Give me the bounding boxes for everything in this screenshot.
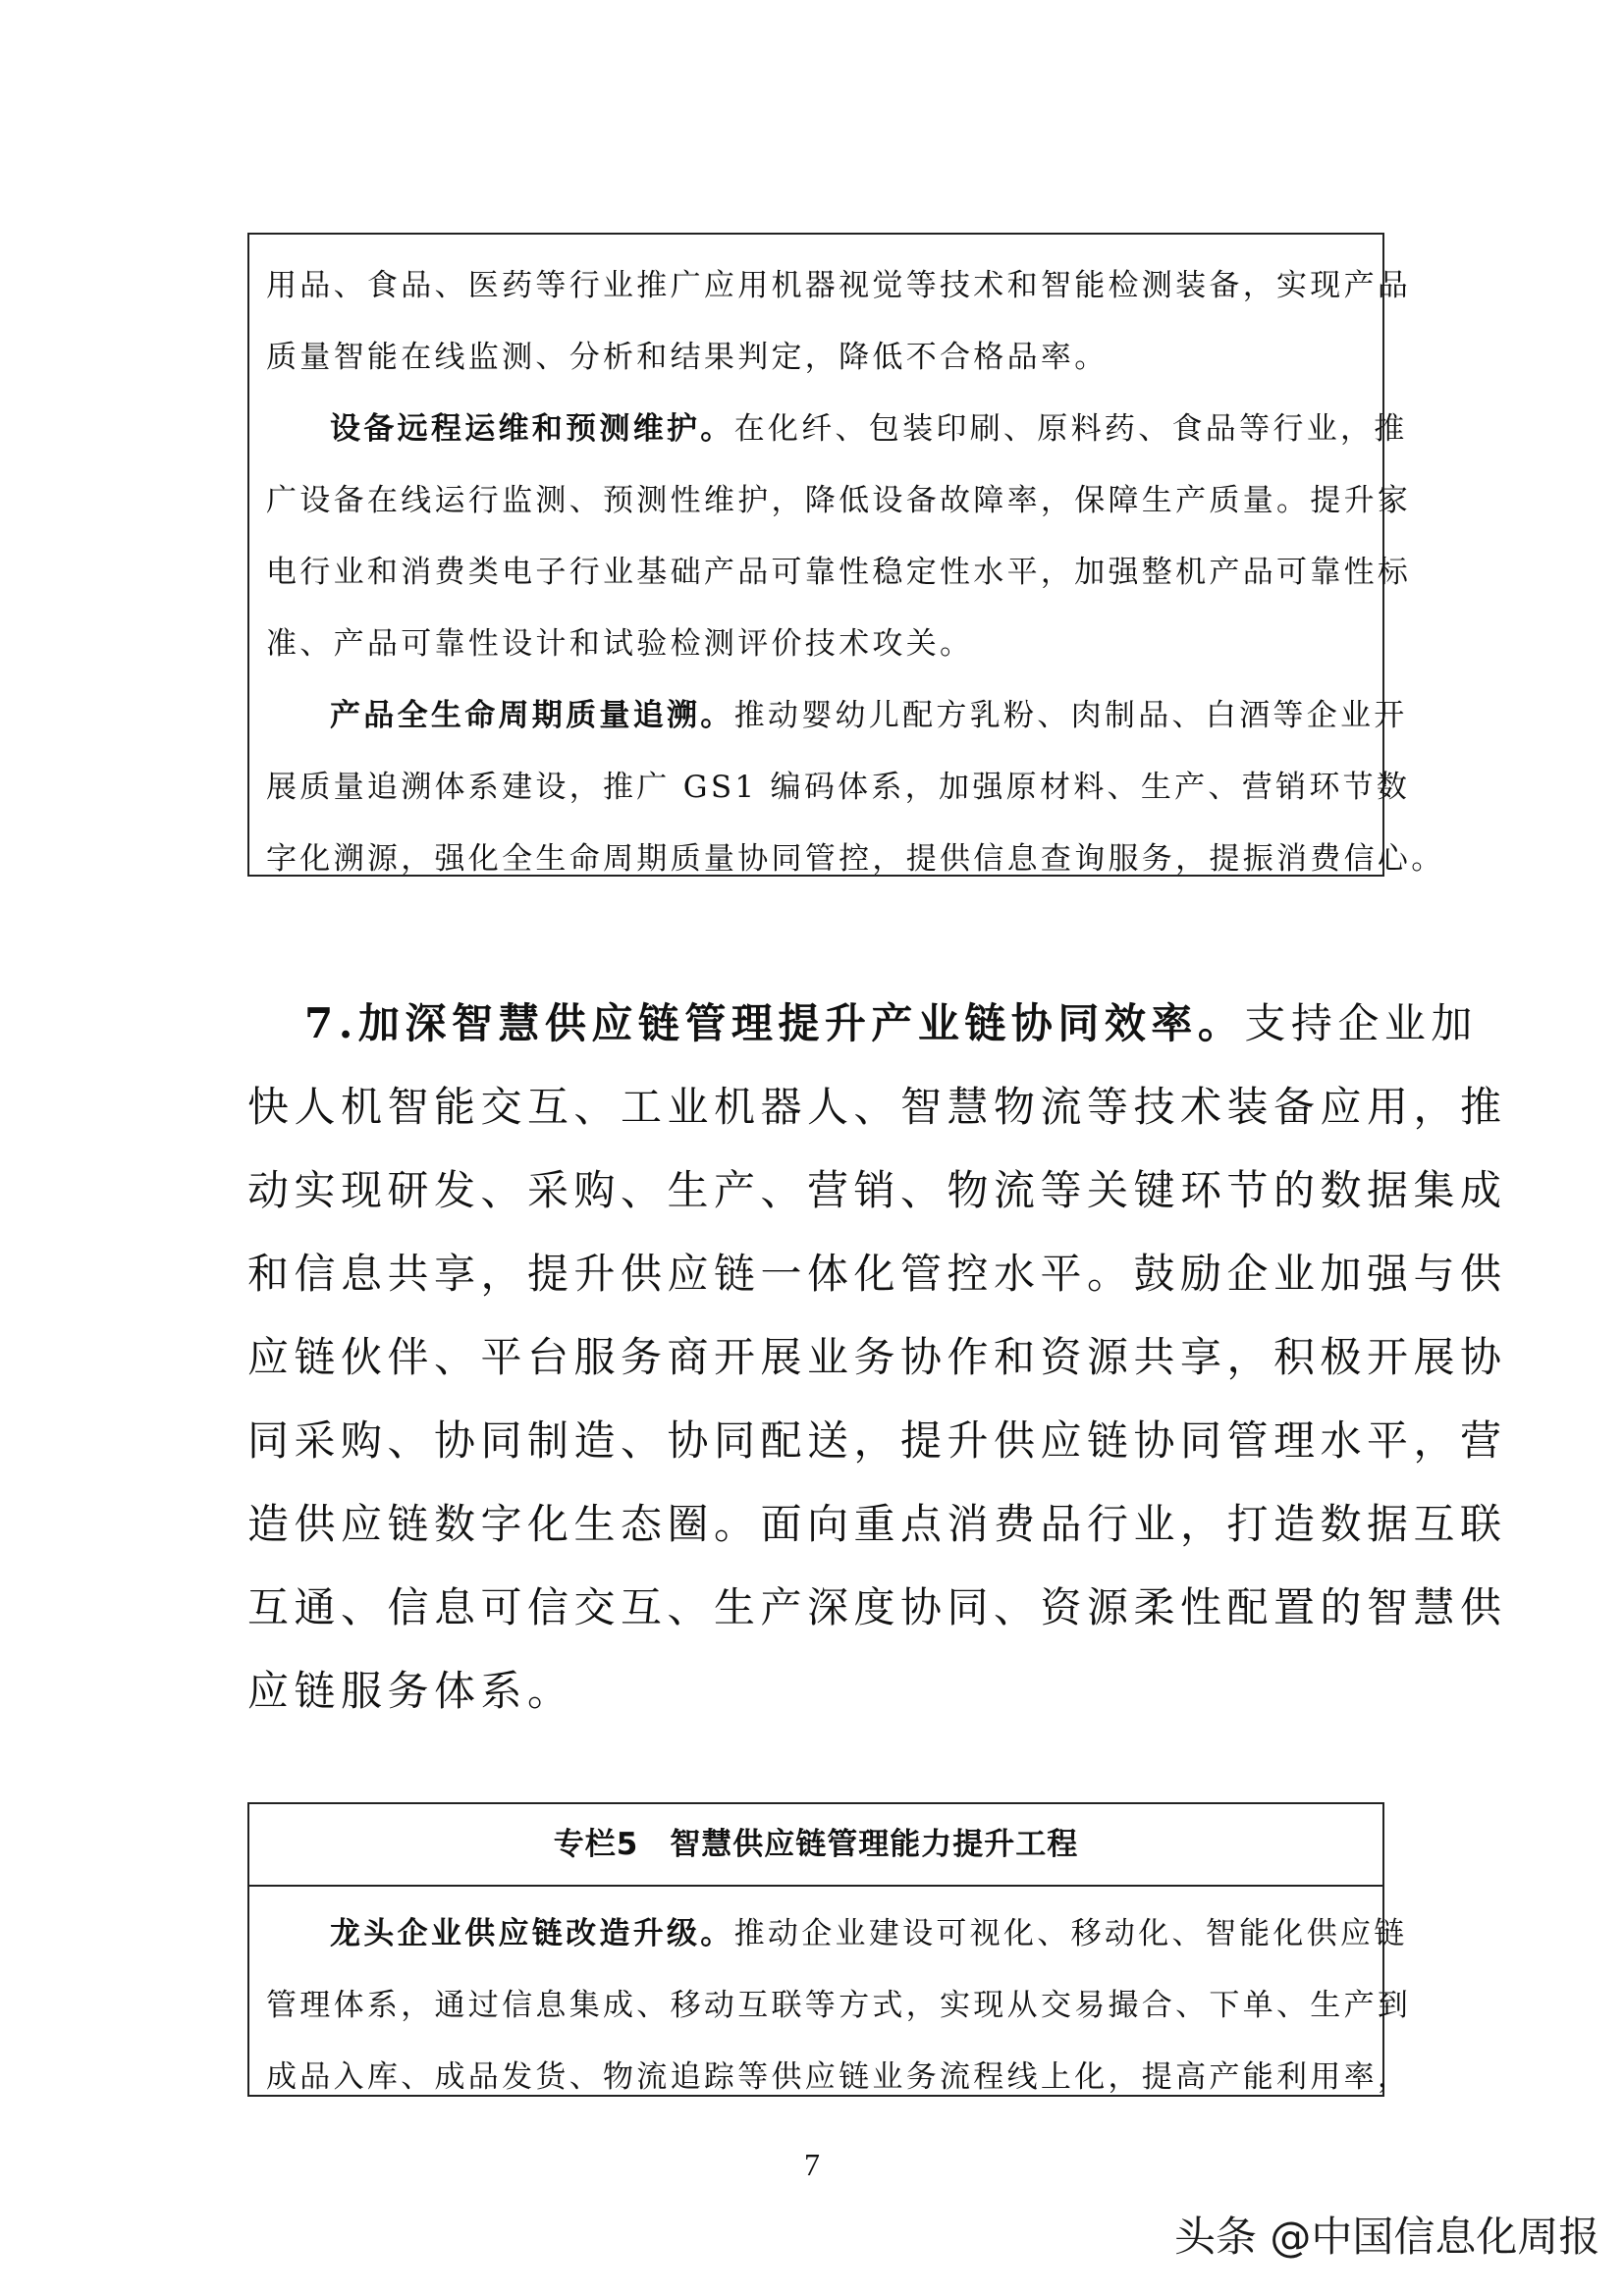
box-paragraph-line <box>266 394 1408 465</box>
section-line <box>247 982 1478 1065</box>
box-text-line: 字化溯源，强化全生命周期质量协同管控，提供信息查询服务，提振消费信心。 <box>266 841 1445 877</box>
box-text-fragment: 推动婴幼儿配方乳粉、肉制品、白酒等企业开 <box>733 698 1408 733</box>
section-heading: 7.加深智慧供应链管理提升产业链协同效率。 <box>304 999 1245 1047</box>
box-text-line: 管理体系，通过信息集成、移动互联等方式，实现从交易撮合、下单、生产到 <box>266 1988 1412 2023</box>
column-title: 专栏5 智慧供应链管理能力提升工程 <box>249 1804 1382 1887</box>
box-text-line: 用品、食品、医药等行业推广应用机器视觉等技术和智能检测装备，实现产品 <box>266 268 1412 303</box>
section-line: 造供应链数字化生态圈。面向重点消费品行业，打造数据互联 <box>247 1500 1507 1548</box>
section-text-fragment: 支持企业加 <box>1244 999 1478 1047</box>
page-number: 7 <box>804 2147 820 2182</box>
section-line: 快人机智能交互、工业机器人、智慧物流等技术装备应用，推 <box>247 1083 1507 1131</box>
box-text-line: 准、产品可靠性设计和试验检测评价技术攻关。 <box>266 626 974 662</box>
box-paragraph-line <box>266 680 1408 752</box>
section-line: 和信息共享，提升供应链一体化管控水平。鼓励企业加强与供 <box>247 1250 1507 1298</box>
section-line: 同采购、协同制造、协同配送，提升供应链协同管理水平，营 <box>247 1416 1507 1465</box>
box-paragraph-heading: 产品全生命周期质量追溯。 <box>330 698 734 733</box>
box-text-line: 质量智能在线监测、分析和结果判定，降低不合格品率。 <box>266 340 1109 375</box>
box-text-line: 广设备在线运行监测、预测性维护，降低设备故障率，保障生产质量。提升家 <box>266 483 1412 518</box>
box-paragraph-heading: 龙头企业供应链改造升级。 <box>330 1916 734 1951</box>
box-panel-column-5 <box>247 1802 1412 2097</box>
box-text-line: 展质量追溯体系建设，推广 GS1 编码体系，加强原材料、生产、营销环节数 <box>266 770 1411 805</box>
box-text-line: 电行业和消费类电子行业基础产品可靠性稳定性水平，加强整机产品可靠性标 <box>266 555 1412 590</box>
column-body <box>249 1887 1412 2113</box>
section-line: 应链伙伴、平台服务商开展业务协作和资源共享，积极开展协 <box>247 1333 1507 1381</box>
box-text-fragment: 推动企业建设可视化、移动化、智能化供应链 <box>733 1916 1408 1951</box>
box-paragraph-heading: 设备远程运维和预测维护。 <box>330 411 734 447</box>
box-panel-upper <box>247 233 1445 877</box>
section-7-body <box>247 982 1507 1733</box>
box-text-line: 成品入库、成品发货、物流追踪等供应链业务流程线上化，提高产能利用率， <box>266 2059 1412 2095</box>
box-text-fragment: 在化纤、包装印刷、原料药、食品等行业，推 <box>733 411 1408 447</box>
section-line: 动实现研发、采购、生产、营销、物流等关键环节的数据集成 <box>247 1166 1507 1214</box>
section-line: 互通、信息可信交互、生产深度协同、资源柔性配置的智慧供 <box>247 1583 1507 1631</box>
box-paragraph-line <box>266 1898 1408 1970</box>
section-line: 应链服务体系。 <box>247 1667 574 1715</box>
watermark-text: 头条 @中国信息化周报 <box>1174 2213 1600 2261</box>
